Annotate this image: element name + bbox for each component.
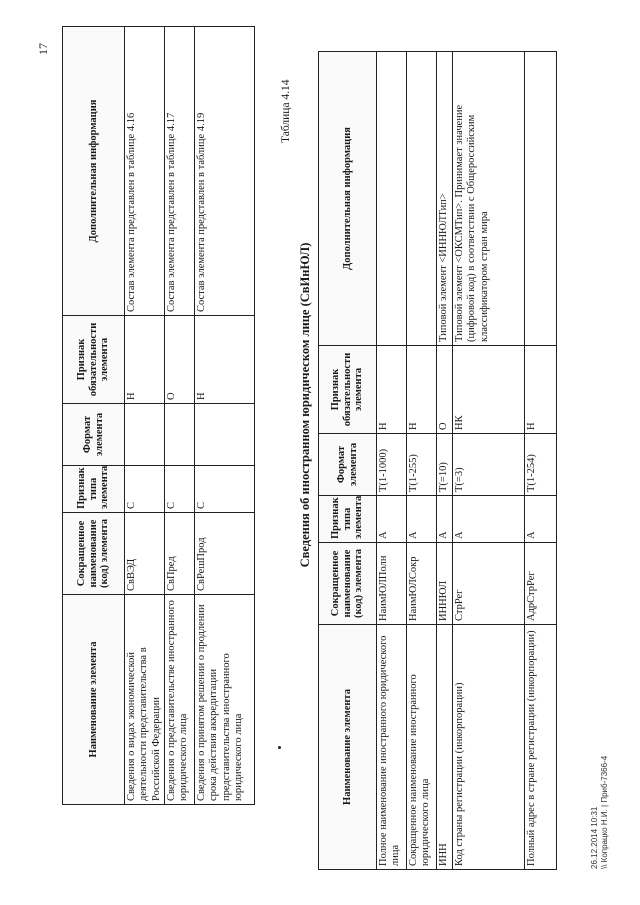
cell-type: С [165,466,195,513]
cell-format: T(=3) [453,434,525,496]
cell-name: Полный адрес в стране регистрации (инкорпорации) [525,625,557,870]
print-footer [590,756,610,869]
footer-file: \\ Копрацко Н.И. | Приб-7366-4 [600,755,609,869]
cell-required: Н [195,316,255,404]
cell-type: С [125,466,165,513]
cell-info: Типовой элемент <ИННЮЛТип> [437,52,453,346]
cell-info: Состав элемента представлен в таблице 4.16 [125,27,165,316]
col-header-code: Сокращенное наименование (код) элемента [63,513,125,595]
col-header-type: Признак типа элемента [319,496,377,543]
page-number: 17 [36,43,50,55]
table-row [195,27,255,805]
cell-code: НаимЮЛСокр [407,543,437,625]
cell-required: О [165,316,195,404]
cell-format: T(1-255) [407,434,437,496]
cell-required: Н [125,316,165,404]
col-header-format: Формат элемента [63,404,125,466]
stray-mark [278,746,281,749]
cell-format: T(1-254) [525,434,557,496]
col-header-required: Признак обязательности элемента [63,316,125,404]
cell-code: СвВЭД [125,513,165,595]
cell-name: Код страны регистрации (инкорпорации) [453,625,525,870]
cell-name: Полное наименование иностранного юридического лица [377,625,407,870]
cell-info: Состав элемента представлен в таблице 4.17 [165,27,195,316]
cell-format: T(=10) [437,434,453,496]
cell-name: Сведения о принятом решении о продлении срока действия аккредитации представительства иностранного юридического лица [195,595,255,805]
cell-required: НК [453,346,525,434]
cell-format [125,404,165,466]
table-row [437,52,453,870]
cell-info [377,52,407,346]
cell-required: Н [407,346,437,434]
footer-timestamp: 26.12.2014 10:31 [590,806,599,869]
cell-type: А [453,496,525,543]
table-row [165,27,195,805]
col-header-name: Наименование элемента [63,595,125,805]
cell-code: АдрСтрРег [525,543,557,625]
cell-required: Н [377,346,407,434]
col-header-format: Формат элемента [319,434,377,496]
cell-name: ИНН [437,625,453,870]
table-row [125,27,165,805]
col-header-required: Признак обязательности элемента [319,346,377,434]
cell-name: Сведения о представительстве иностранного юридического лица [165,595,195,805]
table-header-row [63,27,125,805]
cell-required: Н [525,346,557,434]
col-header-code: Сокращенное наименование (код) элемента [319,543,377,625]
cell-type: А [525,496,557,543]
elements-table-continued [62,26,255,805]
col-header-info: Дополнительная информация [63,27,125,316]
cell-format [195,404,255,466]
table-row [377,52,407,870]
cell-type: С [195,466,255,513]
cell-type: А [407,496,437,543]
cell-code: ИННЮЛ [437,543,453,625]
cell-code: СвРешПрод [195,513,255,595]
table-title: Сведения об иностранном юридическом лице (СвИнЮЛ) [298,242,312,568]
cell-format [165,404,195,466]
cell-code: НаимЮЛПолн [377,543,407,625]
cell-type: А [377,496,407,543]
cell-name: Сокращенное наименование иностранного юридического лица [407,625,437,870]
col-header-info: Дополнительная информация [319,52,377,346]
cell-info: Типовой элемент <ОКСМТип>. Принимает значение (цифровой код) в соответствии с Общероссийским классификатором стран мира [453,52,525,346]
col-header-type: Признак типа элемента [63,466,125,513]
cell-info: Состав элемента представлен в таблице 4.19 [195,27,255,316]
cell-type: А [437,496,453,543]
cell-info [407,52,437,346]
table-label: Таблица 4.14 [280,79,292,143]
table-row [525,52,557,870]
cell-name: Сведения о видах экономической деятельности представительства в Российской Федерации [125,595,165,805]
foreign-legal-entity-table [318,51,557,870]
table-row [453,52,525,870]
cell-format: T(1-1000) [377,434,407,496]
cell-info [525,52,557,346]
cell-required: О [437,346,453,434]
cell-code: СвПред [165,513,195,595]
table-row [407,52,437,870]
cell-code: СтрРег [453,543,525,625]
col-header-name: Наименование элемента [319,625,377,870]
table-header-row [319,52,377,870]
